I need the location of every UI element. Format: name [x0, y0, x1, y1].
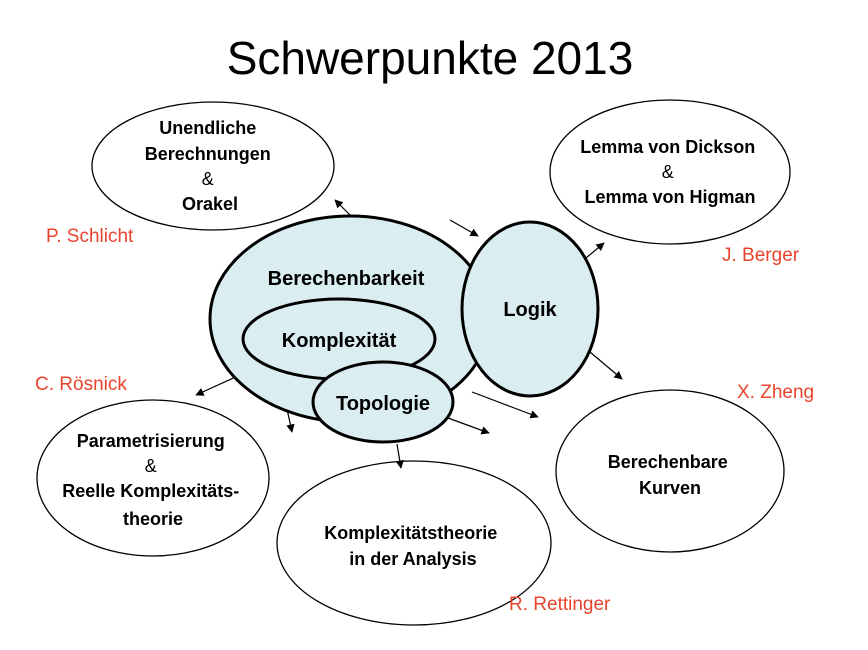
label-berechenbarkeit: Berechenbarkeit [267, 268, 425, 290]
topic-line: & [144, 456, 157, 476]
person-label-zheng: X. Zheng [737, 382, 815, 403]
topic-line: & [661, 162, 674, 182]
topic-line: Unendliche [159, 118, 257, 138]
label-topologie: Topologie [335, 393, 431, 415]
topic-line: Orakel [181, 194, 239, 214]
topic-line: theorie [122, 509, 184, 529]
arrow-logik-up [450, 220, 478, 236]
topic-line: Lemma von Dickson [580, 137, 756, 157]
label-logik: Logik [503, 299, 557, 321]
topic-line: Kurven [638, 478, 702, 498]
topic-line: in der Analysis [349, 549, 477, 569]
person-label-roesnick: C. Rösnick [35, 374, 127, 395]
page-title: Schwerpunkte 2013 [226, 32, 634, 84]
person-label-schlicht: P. Schlicht [46, 226, 134, 247]
topic-line: & [201, 169, 214, 189]
person-label-rettinger: R. Rettinger [509, 594, 611, 615]
person-label-berger: J. Berger [722, 245, 800, 266]
topic-line: Reelle Komplexitäts- [62, 481, 240, 501]
arrow-topologie-right [448, 418, 489, 433]
arrow-to-lemma [586, 243, 604, 258]
arrow-to-kurven [590, 352, 622, 379]
topic-line: Komplexitätstheorie [324, 523, 498, 543]
topic-ellipse-parametrisierung [37, 400, 269, 556]
topic-line: Berechnungen [144, 144, 271, 164]
topic-line: Berechenbare [607, 452, 728, 472]
label-komplexitaet: Komplexität [281, 330, 397, 352]
topic-line: Parametrisierung [76, 431, 225, 451]
topic-line: Lemma von Higman [584, 187, 756, 207]
